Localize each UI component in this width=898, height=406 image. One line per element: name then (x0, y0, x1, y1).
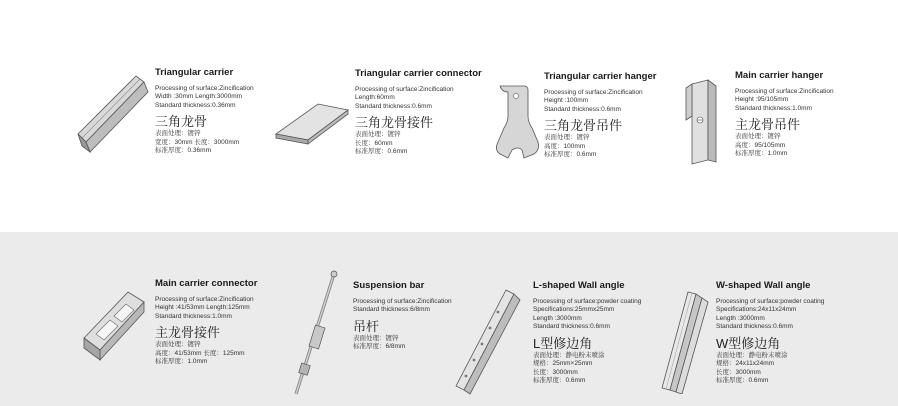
cn-spec-line: 宽度：30mm 长度：3000mm (155, 138, 240, 146)
cn-spec-line: 规格：25mm×25mm (533, 360, 593, 367)
suspension-bar-image (282, 268, 348, 402)
spec-line: Length:60mm (355, 94, 395, 101)
product-cn-name: 主龙骨接件 (155, 325, 221, 340)
cn-spec-line: 表面处理：镀锌 (735, 133, 781, 140)
spec-line: Standard thickness:0.6mm (544, 105, 621, 113)
spec-line: Processing of surface:powder coating (716, 297, 825, 305)
triangular-carrier-image (70, 72, 152, 156)
cn-spec-line: 标准厚度：0.36mm (155, 147, 211, 154)
l-shaped-wall-angle-image (452, 286, 524, 396)
cn-spec-line: 表面处理：镀锌 (544, 134, 590, 141)
cn-spec-line: 高度：41/53mm 长度：125mm (155, 349, 245, 357)
product-title: Triangular carrier connector (355, 68, 482, 79)
cn-spec-line: 高度：95/105mm (735, 141, 786, 149)
spec-line: Standard thickness:0.6mm (355, 102, 432, 110)
cn-spec-line: 标准厚度：0.6mm (544, 151, 597, 158)
spec-line: Width :30mm Length:3000mm (155, 93, 243, 100)
cn-spec-line: 标准厚度：0.6mm (716, 377, 769, 384)
cn-spec-line: 标准厚度：1.0mm (155, 358, 208, 365)
triangular-carrier-hanger-text (544, 72, 656, 159)
spec-line: Standard thickness:0.6mm (533, 323, 610, 330)
product-cn-name: 三角龙骨 (155, 114, 208, 129)
spec-line: Height :100mm (544, 97, 589, 104)
suspension-bar-text (353, 281, 452, 351)
triangular-carrier-connector-text (355, 69, 482, 156)
cn-spec-line: 长度：60mm (355, 139, 393, 147)
cn-spec-line: 长度：3000mm (716, 368, 761, 376)
product-title: Triangular carrier hanger (544, 71, 657, 82)
main-carrier-hanger-image (682, 76, 722, 166)
cn-spec-line: 标准厚度：6/8mm (353, 343, 406, 350)
product-title: Main carrier connector (155, 278, 258, 289)
product-cn-name: 主龙骨吊件 (735, 117, 801, 132)
triangular-carrier-connector-image (272, 100, 352, 146)
spec-line: Specifications:25mmx25mm (533, 306, 615, 313)
product-title: Triangular carrier (155, 67, 234, 78)
product-cn-name: W型修边角 (716, 335, 781, 351)
product-cn-name: 吊杆 (353, 318, 380, 334)
product-cn-name: L型修边角 (533, 335, 593, 351)
product-title: L-shaped Wall angle (533, 280, 625, 291)
cn-spec-line: 表面处理：镀锌 (355, 131, 401, 138)
spec-line: Length :3000mm (533, 314, 582, 322)
spec-line: Processing of surface:Zincification (355, 85, 454, 93)
spec-line: Processing of surface:Zincification (544, 88, 643, 96)
cn-spec-line: 标准厚度：1.0mm (735, 150, 788, 157)
cn-spec-line: 高度：100mm (544, 142, 586, 150)
w-shaped-wall-angle-image (652, 288, 712, 394)
main-carrier-connector-text (155, 279, 257, 366)
spec-line: Standard thickness:1.0mm (155, 312, 232, 320)
spec-line: Standard thickness:0.36mm (155, 101, 236, 109)
cn-spec-line: 表面处理：静电粉末喷涂 (533, 351, 605, 359)
triangular-carrier-hanger-image (494, 82, 542, 164)
spec-line: Processing of surface:Zincification (353, 297, 452, 305)
spec-line: Height :95/105mm (735, 96, 789, 103)
spec-line: Processing of surface:powder coating (533, 297, 642, 305)
product-cn-name: 三角龙骨接件 (355, 115, 434, 130)
w-shaped-wall-angle-text (716, 281, 824, 385)
cn-spec-line: 规格：24x11x24mm (716, 360, 775, 367)
spec-line: Standard thickness:6/8mm (353, 306, 430, 313)
product-title: Main carrier hanger (735, 70, 824, 81)
triangular-carrier-text (155, 68, 254, 155)
cn-spec-line: 标准厚度：0.6mm (533, 377, 586, 384)
cn-spec-line: 表面处理：镀锌 (155, 341, 201, 348)
spec-line: Standard thickness:0.6mm (716, 323, 793, 330)
spec-line: Standard thickness:1.0mm (735, 104, 812, 112)
cn-spec-line: 表面处理：镀锌 (353, 334, 399, 342)
product-title: Suspension bar (353, 280, 425, 291)
l-shaped-wall-angle-text (533, 281, 641, 385)
spec-line: Processing of surface:Zincification (735, 87, 834, 95)
spec-line: Processing of surface:Zincification (155, 84, 254, 92)
main-carrier-connector-image (82, 286, 152, 366)
spec-line: Processing of surface:Zincification (155, 295, 254, 303)
cn-spec-line: 表面处理：静电粉末喷涂 (716, 351, 788, 359)
cn-spec-line: 标准厚度：0.6mm (355, 148, 408, 155)
cn-spec-line: 长度：3000mm (533, 368, 578, 376)
main-carrier-hanger-text (735, 71, 834, 158)
cn-spec-line: 表面处理：镀锌 (155, 130, 201, 137)
spec-line: Height :41/53mm Length:125mm (155, 304, 250, 311)
product-cn-name: 三角龙骨吊件 (544, 118, 623, 133)
spec-line: Length :3000mm (716, 314, 765, 322)
spec-line: Specifications:24x11x24mm (716, 306, 797, 313)
product-title: W-shaped Wall angle (716, 280, 811, 291)
